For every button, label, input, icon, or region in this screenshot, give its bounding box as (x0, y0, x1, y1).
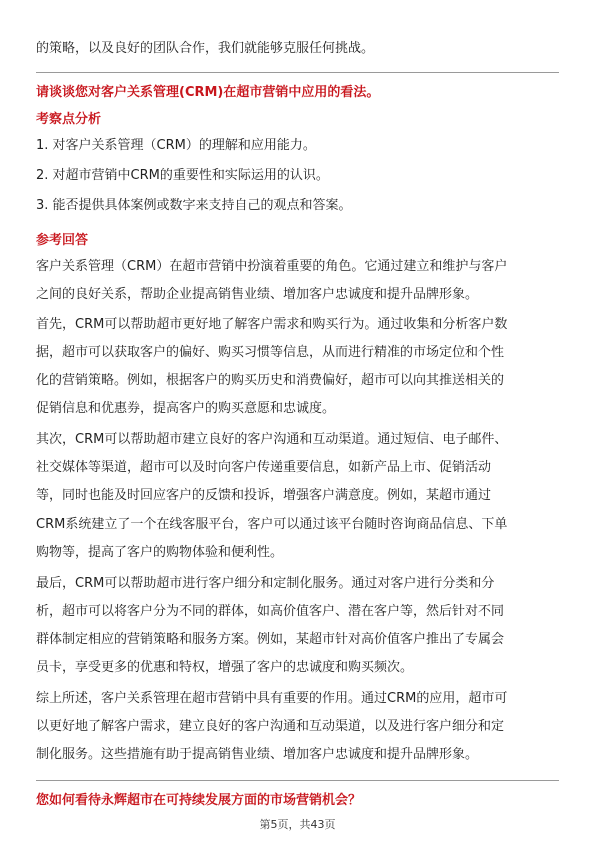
answer-line: 综上所述，客户关系管理在超市营销中具有重要的作用。通过CRM的应用，超市可 (36, 691, 508, 706)
answer-line: 制化服务。这些措施有助于提高销售业绩、增加客户忠诚度和提升品牌形象。 (36, 747, 479, 762)
answer-line: 其次，CRM可以帮助超市建立良好的客户沟通和互动渠道。通过短信、电子邮件、 (36, 432, 508, 447)
answer-line: 员卡，享受更多的优惠和特权，增强了客户的忠诚度和购买频次。 (36, 660, 414, 675)
document-page (36, 0, 559, 842)
analysis-point: 1. 对客户关系管理（CRM）的理解和应用能力。 (36, 138, 316, 153)
answer-line: 以更好地了解客户需求，建立良好的客户沟通和互动渠道，以及进行客户细分和定 (36, 719, 505, 734)
continuation-text: 的策略，以及良好的团队合作，我们就能够克服任何挑战。 (36, 41, 375, 56)
analysis-point: 3. 能否提供具体案例或数字来支持自己的观点和答案。 (36, 198, 352, 213)
section-divider (36, 780, 559, 781)
analysis-point: 2. 对超市营销中CRM的重要性和实际运用的认识。 (36, 168, 329, 183)
answer-line: 购物等，提高了客户的购物体验和便利性。 (36, 545, 284, 560)
answer-line: 群体制定相应的营销策略和服务方案。例如，某超市针对高价值客户推出了专属会 (36, 632, 505, 647)
next-question-heading: 您如何看待永辉超市在可持续发展方面的市场营销机会？ (36, 793, 362, 808)
answer-line: 等，同时也能及时回应客户的反馈和投诉，增强客户满意度。例如，某超市通过 (36, 488, 492, 503)
page-number: 第5页，共43页 (259, 818, 336, 831)
answer-line: 客户关系管理（CRM）在超市营销中扮演着重要的角色。它通过建立和维护与客户 (36, 259, 508, 274)
answer-line: 据，超市可以获取客户的偏好、购买习惯等信息，从而进行精准的市场定位和个性 (36, 345, 505, 360)
answer-line: CRM系统建立了一个在线客服平台，客户可以通过该平台随时咨询商品信息、下单 (36, 517, 508, 532)
answer-line: 首先，CRM可以帮助超市更好地了解客户需求和购买行为。通过收集和分析客户数 (36, 317, 508, 332)
answer-line: 最后，CRM可以帮助超市进行客户细分和定制化服务。通过对客户进行分类和分 (36, 576, 495, 591)
analysis-heading: 考察点分析 (36, 112, 102, 127)
answer-line: 社交媒体等渠道，超市可以及时向客户传递重要信息，如新产品上市、促销活动 (36, 460, 492, 475)
answer-line: 促销信息和优惠券，提高客户的购买意愿和忠诚度。 (36, 401, 336, 416)
answer-line: 化的营销策略。例如，根据客户的购买历史和消费偏好，超市可以向其推送相关的 (36, 373, 505, 388)
question-heading: 请谈谈您对客户关系管理(CRM)在超市营销中应用的看法。 (36, 85, 380, 100)
answer-heading: 参考回答 (36, 233, 89, 248)
answer-line: 之间的良好关系，帮助企业提高销售业绩、增加客户忠诚度和提升品牌形象。 (36, 287, 479, 302)
section-divider (36, 72, 559, 73)
answer-line: 析，超市可以将客户分为不同的群体，如高价值客户、潜在客户等，然后针对不同 (36, 604, 505, 619)
